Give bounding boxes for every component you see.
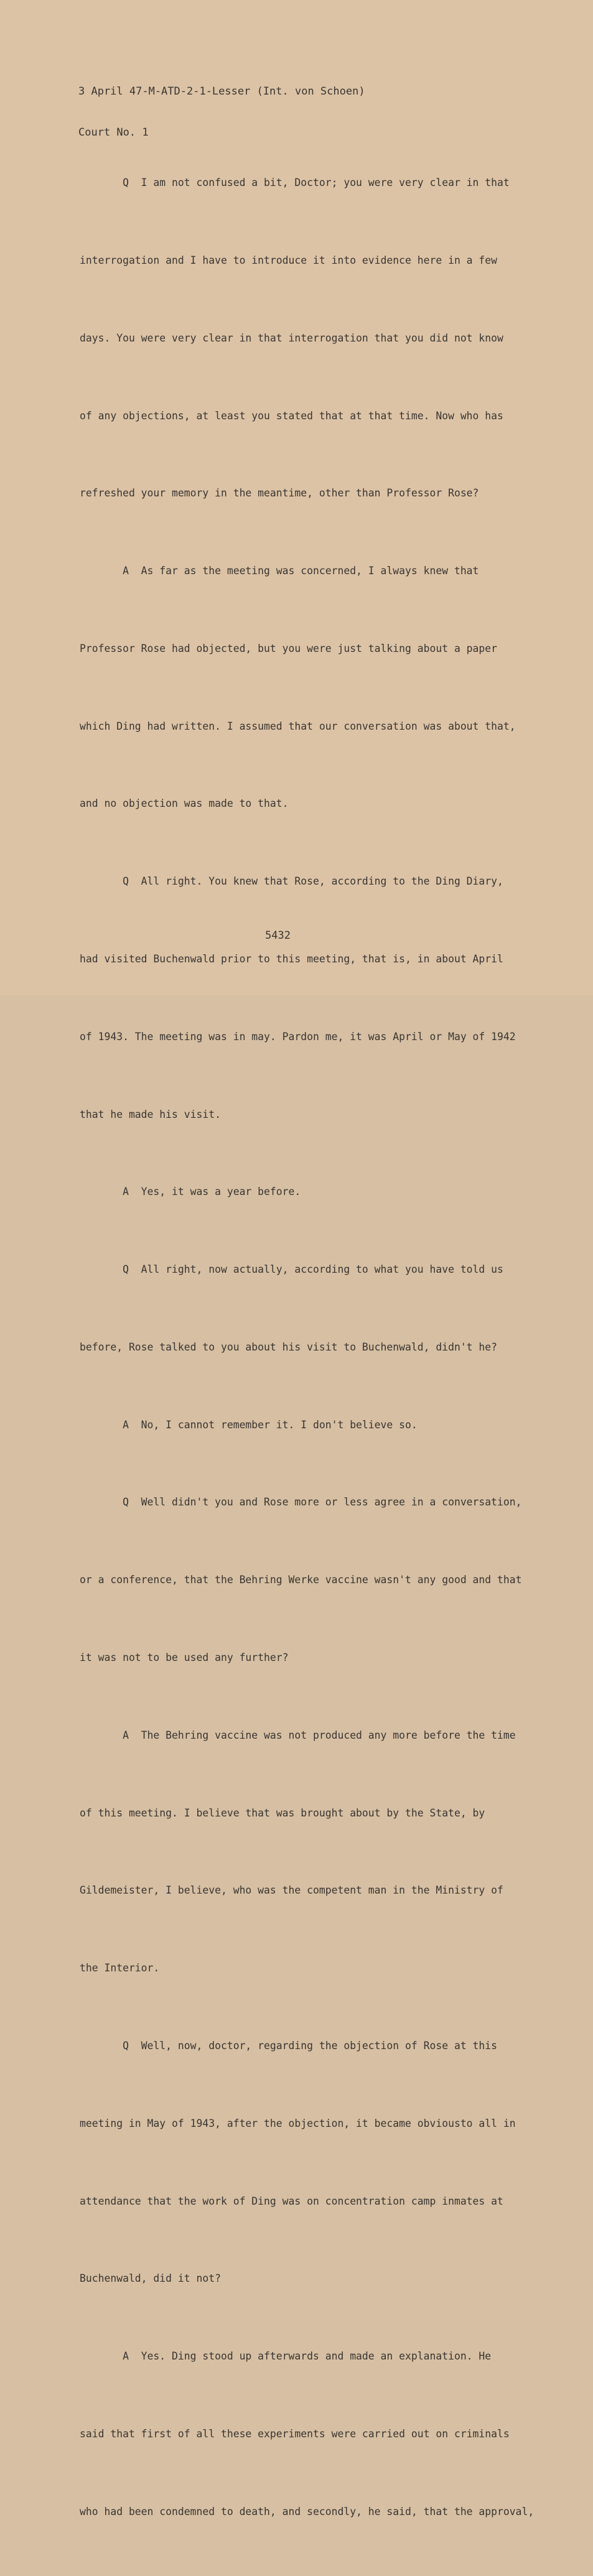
transcript-line: Professor Rose had objected, but you were just talking about a paper xyxy=(80,642,498,654)
transcript-line: days. You were very clear in that interrogation that you did not know xyxy=(80,332,503,344)
transcript-line: said that first of all these experiments were carried out on criminals xyxy=(80,2427,510,2440)
transcript-line: who had been condemned to death, and secondly, he said, that the approval, xyxy=(80,2505,535,2518)
transcript-line: Buchenwald, did it not? xyxy=(80,2272,221,2285)
transcript-line: and no objection was made to that. xyxy=(80,797,289,810)
transcript-line: the Interior. xyxy=(80,1962,160,1974)
transcript-line: had visited Buchenwald prior to this meeting, that is, in about April xyxy=(80,953,503,965)
transcript-line: which Ding had written. I assumed that our conversation was about that, xyxy=(80,720,516,732)
transcript-line: or a conference, that the Behring Werke vaccine wasn't any good and that xyxy=(80,1574,522,1586)
transcript-body xyxy=(80,118,540,2576)
transcript-line: A Yes, it was a year before. xyxy=(80,1186,301,1198)
transcript-line: A No, I cannot remember it. I don't believe so. xyxy=(80,1418,418,1431)
transcript-line: attendance that the work of Ding was on concentration camp inmates at xyxy=(80,2195,503,2207)
header-line-2: Court No. 1 xyxy=(78,126,149,139)
transcript-line: of any objections, at least you stated that at that time. Now who has xyxy=(80,409,503,422)
transcript-line: Q All right, now actually, according to what you have told us xyxy=(80,1263,503,1276)
transcript-line: that he made his visit. xyxy=(80,1108,221,1120)
transcript-line: A As far as the meeting was concerned, I always knew that xyxy=(80,565,479,577)
transcript-line: A Yes. Ding stood up afterwards and made an explanation. He xyxy=(80,2350,492,2363)
transcript-line: Gildemeister, I believe, who was the competent man in the Ministry of xyxy=(80,1884,503,1897)
transcript-line: Q All right. You knew that Rose, according to the Ding Diary, xyxy=(80,875,503,888)
transcript-line: Q Well didn't you and Rose more or less agree in a conversation, xyxy=(80,1496,522,1509)
transcript-line: meeting in May of 1943, after the objection, it became obviousto all in xyxy=(80,2117,516,2129)
transcript-line: A The Behring vaccine was not produced any more before the time xyxy=(80,1729,516,1741)
transcript-line: it was not to be used any further? xyxy=(80,1652,289,1664)
transcript-line: interrogation and I have to introduce it into evidence here in a few xyxy=(80,254,498,266)
transcript-line: refreshed your memory in the meantime, other than Professor Rose? xyxy=(80,487,479,500)
transcript-line: of 1943. The meeting was in may. Pardon me, it was April or May of 1942 xyxy=(80,1030,516,1043)
transcript-line: of this meeting. I believe that was brought about by the State, by xyxy=(80,1806,485,1819)
transcript-line: Q Well, now, doctor, regarding the objection of Rose at this xyxy=(80,2039,498,2052)
transcript-line: Q I am not confused a bit, Doctor; you were very clear in that xyxy=(80,177,510,189)
transcript-line: before, Rose talked to you about his visit to Buchenwald, didn't he? xyxy=(80,1341,498,1353)
page-number: 5432 xyxy=(265,929,291,942)
header-line-1: 3 April 47-M-ATD-2-1-Lesser (Int. von Schoen) xyxy=(78,85,365,98)
